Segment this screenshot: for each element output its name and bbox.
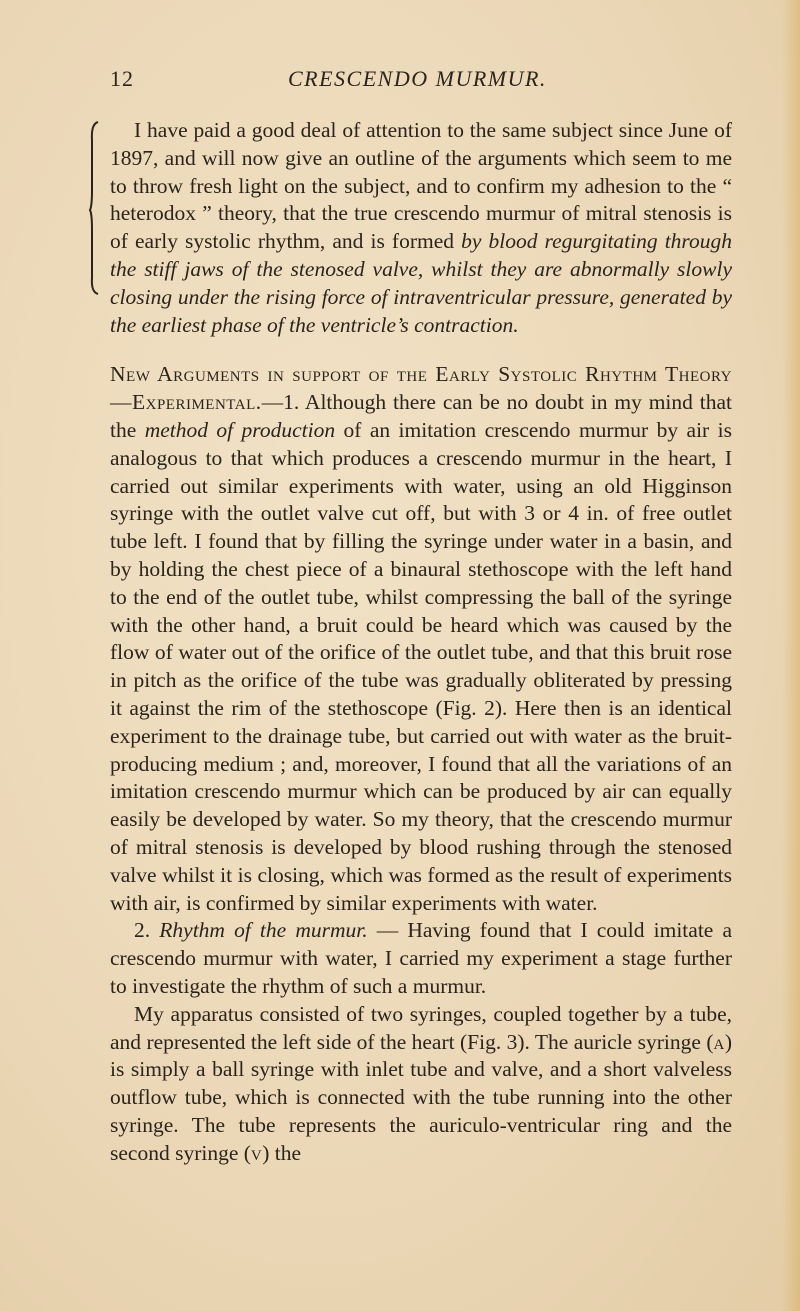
section-heading: New Arguments in support of the Early Systolic Rhythm Theory—Experimental. [110,362,732,415]
p2-italic: method of production [144,417,336,442]
p1-italic: by blood regurgitating through the stiff jaws of the stenosed valve, whilst they are abnormally slowly closing under the rising force of intraventricular pressure, generated by the earliest phase of the ventricle’s contraction. [110,229,732,337]
paragraph-1 [110,117,732,339]
margin-bracket [88,120,102,296]
p3-number: 2. [134,918,160,943]
paragraph-4 [110,1001,732,1168]
p4-label-a: a [713,1029,725,1054]
page-header [110,66,730,96]
p4-text-c: ) the [262,1140,302,1165]
paragraph-2 [110,361,732,917]
page-number: 12 [110,66,134,91]
p2-text-b: of an imitation crescendo murmur by air is analogous to that which produces a crescendo murmur in the heart, I carried out similar experiments with water, using an old Higginson syringe with the outlet valve cut off, but with 3 or 4 in. of free outlet tube left. I found that by filling the syringe under water in a basin, and by holding the chest piece of a binaural stethoscope with the left hand to the end of the outlet tube, whilst compressing the ball of the syringe with the other hand, a bruit could be heard which was caused by the flow of water out of the orifice of the outlet tube, and that this bruit rose in pitch as the orifice of the tube was gradually obliterated by pressing it against the rim of the stethoscope (Fig. 2). Here then is an identical experiment to the drainage tube, but carried out with water as the bruit-producing medium ; and, moreover, I found that all the variations of an imitation crescendo murmur which can be produced by air can equally easily be developed by water. So my theory, that the crescendo murmur of mitral stenosis is developed by blood rushing through the stenosed valve whilst it is closing, which was formed as the result of experiments with air, is confirmed by similar experiments with water. [110,417,732,915]
p4-text-a: My apparatus consisted of two syringes, coupled together by a tube, and represented the left side of the heart (Fig. 3). The auricle syringe ( [110,1001,732,1054]
p3-italic: Rhythm of the murmur. [159,918,368,943]
p2-text-a: —1. Although there can be no doubt in my mind that the [110,390,732,442]
body-text [110,117,732,1167]
p4-text-b: ) is simply a ball syringe with inlet tube and valve, and a short valveless outflow tube, which is connected with the tube running into the other syringe. The tube represents the auriculo-ventricular ring and the second syringe ( [110,1029,732,1165]
p4-label-v: v [250,1140,263,1165]
paragraph-3 [110,917,732,1000]
p3-text: — Having found that I could imitate a crescendo murmur with water, I carried my experiment a stage further to investigate the rhythm of such a murmur. [110,918,733,998]
running-head: CRESCENDO MURMUR. [288,66,547,91]
page-edge [782,0,800,1311]
p1-text: I have paid a good deal of attention to the same subject since June of 1897, and will now give an outline of the arguments which seem to me to throw fresh light on the subject, and to confirm my adhesion to the “ heterodox ” theory, that the true crescendo murmur of mitral stenosis is of early systolic rhythm, and is formed [110,118,732,254]
